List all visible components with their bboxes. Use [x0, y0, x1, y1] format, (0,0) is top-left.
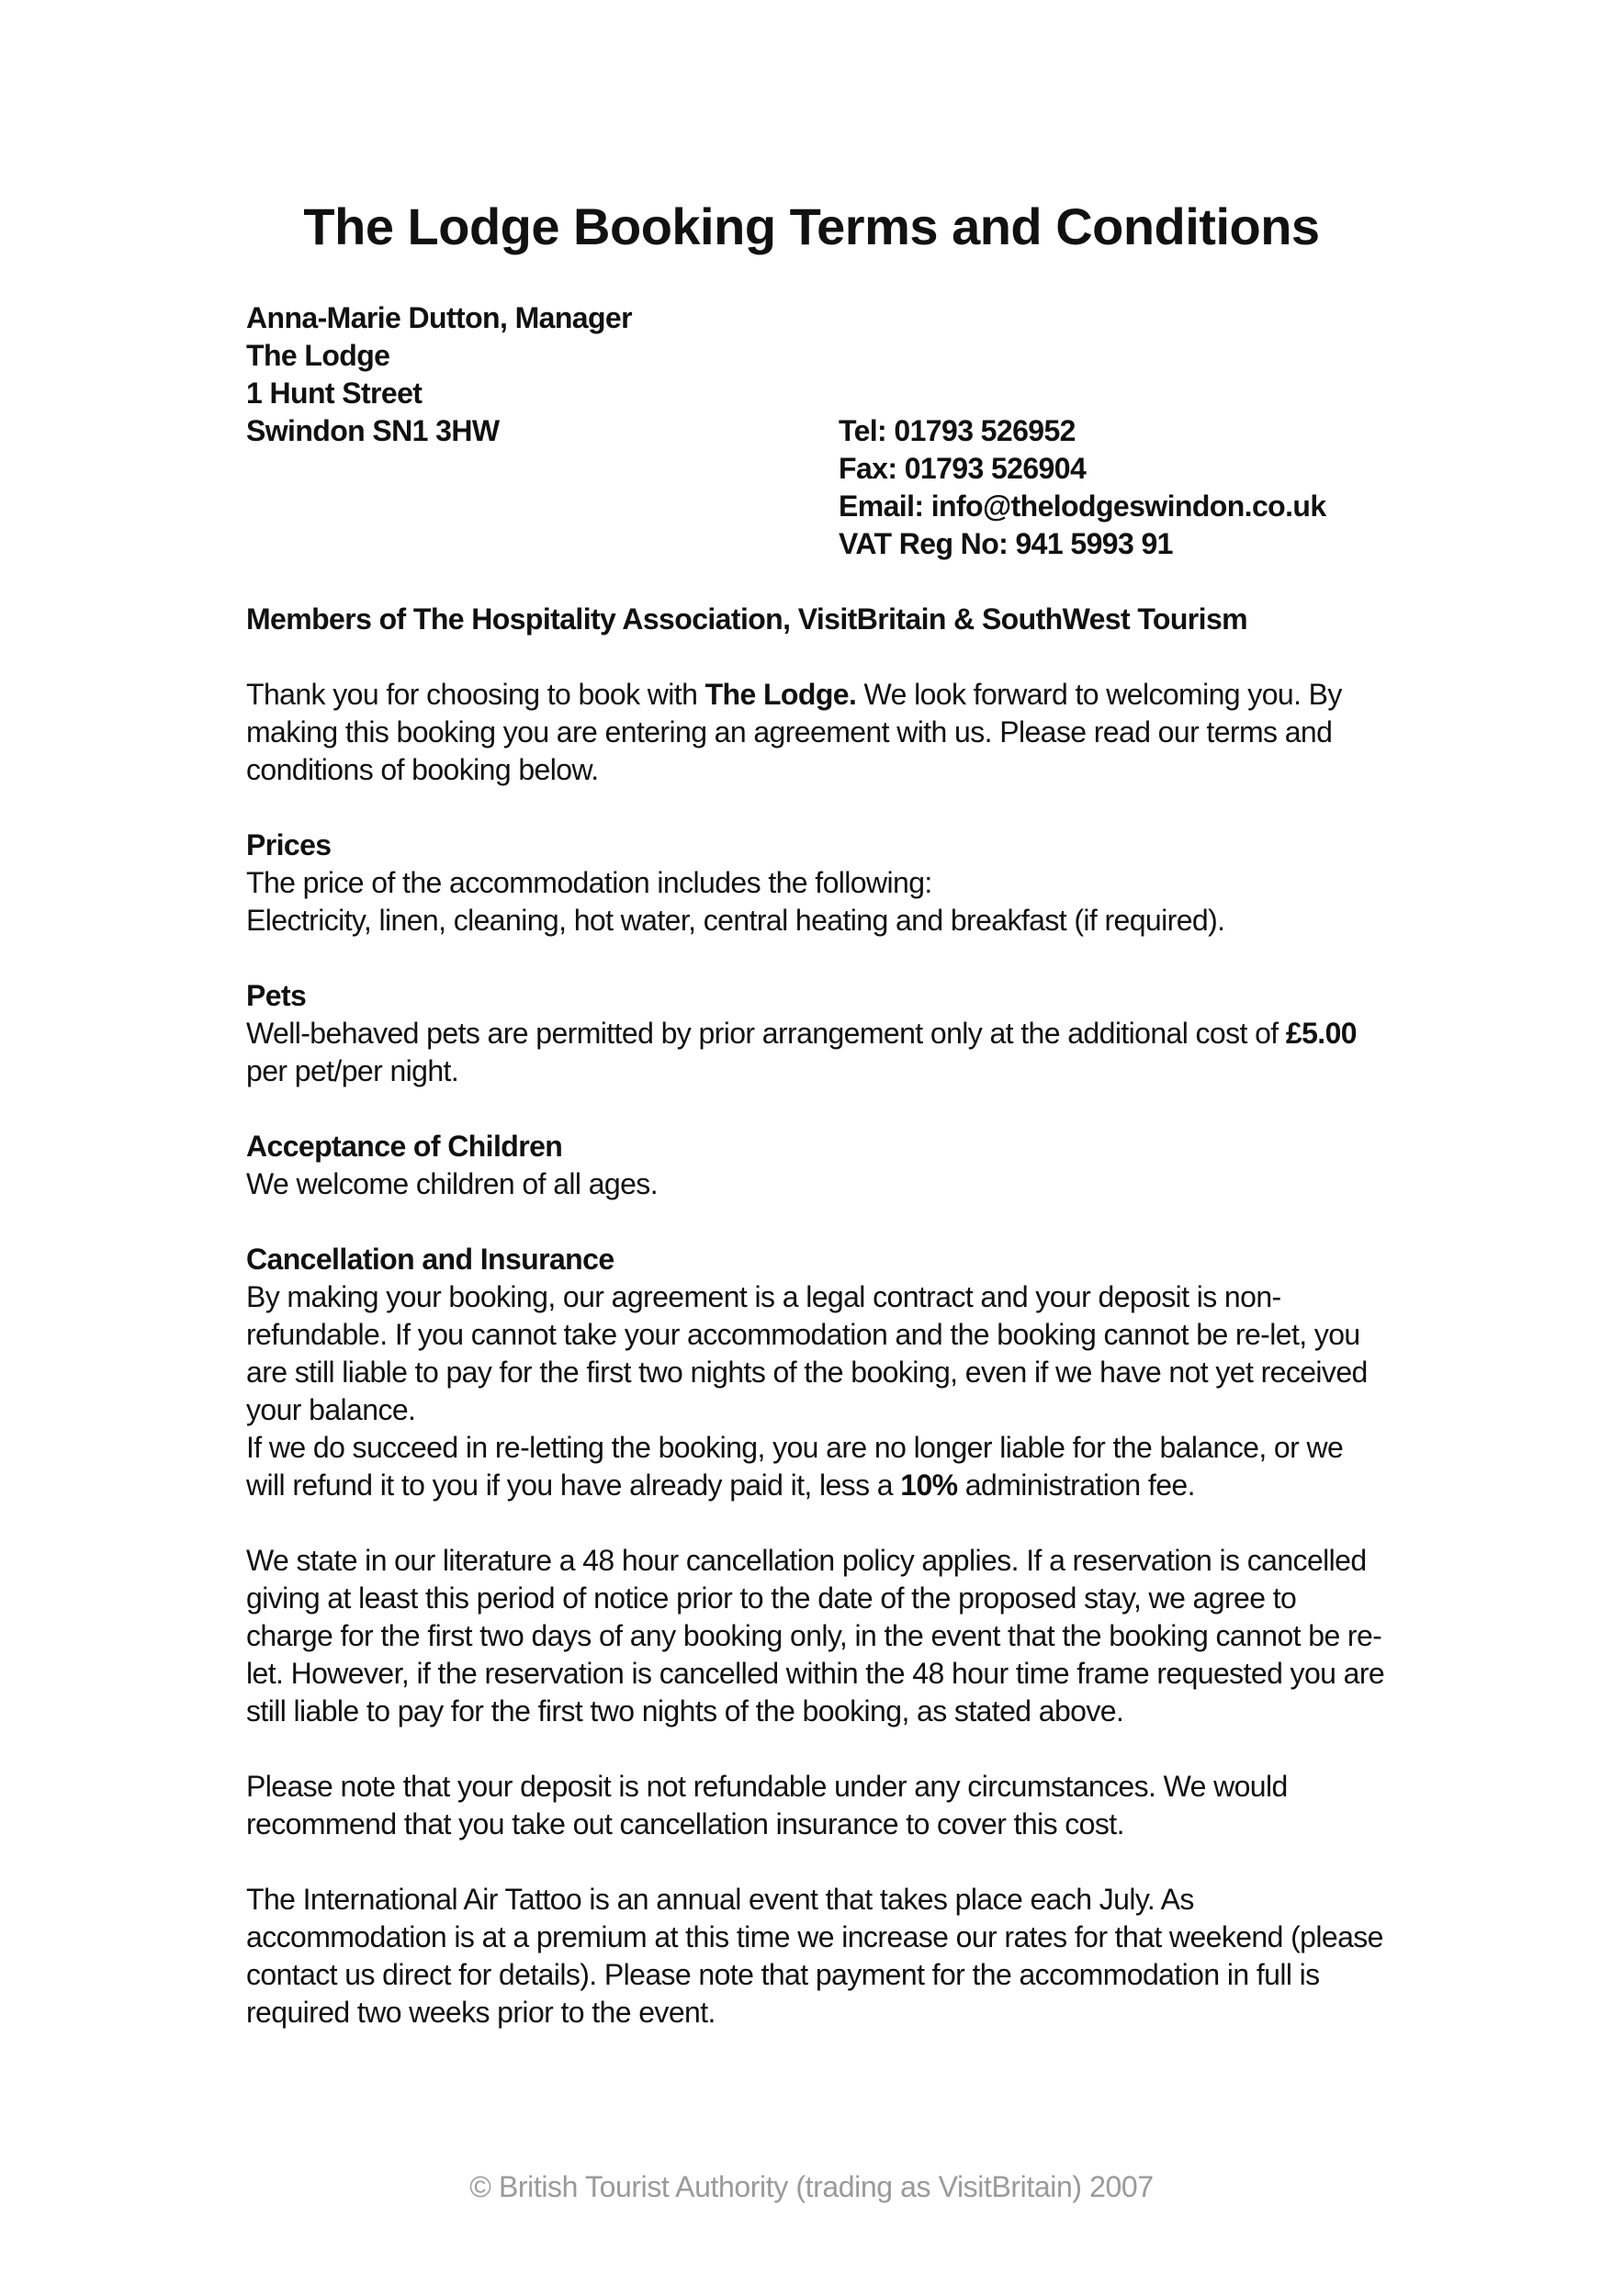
intro-lodge-name: The Lodge. [704, 678, 857, 711]
telephone: Tel: 01793 526952 [839, 414, 1076, 447]
vat-number: VAT Reg No: 941 5993 91 [839, 527, 1173, 560]
children-text: We welcome children of all ages. [246, 1167, 658, 1200]
cancellation-section [246, 1241, 1385, 1429]
prices-line-1: The price of the accommodation includes the following: [246, 866, 932, 899]
relet-text-1: If we do succeed in re-letting the booking, you are no longer liable for the balance, or we will refund it to you if you have already paid it, less a [246, 1431, 1344, 1502]
copyright-footer: © British Tourist Authority (trading as VisitBritain) 2007 [469, 2170, 1154, 2203]
intro-text-1: Thank you for choosing to book with [246, 678, 705, 711]
air-tattoo-paragraph [246, 1881, 1385, 2032]
pets-fee: £5.00 [1285, 1017, 1357, 1050]
page-title: The Lodge Booking Terms and Conditions [303, 197, 1320, 255]
children-heading: Acceptance of Children [246, 1130, 563, 1163]
prices-line-2: Electricity, linen, cleaning, hot water, central heating and breakfast (if required). [246, 904, 1225, 937]
prices-section [246, 827, 1385, 940]
deposit-paragraph [246, 1768, 1385, 1843]
cancellation-paragraph-5: The International Air Tattoo is an annual event that takes place each July. As accommodation is at a premium at this time we increase our rates for that weekend (please contact us direct for details). Please note that payment for the accommodation in full is required two weeks prior to the event. [246, 1883, 1383, 2029]
memberships: Members of The Hospitality Association, VisitBritain & SouthWest Tourism [246, 602, 1248, 636]
street-address: 1 Hunt Street [246, 377, 423, 410]
manager-name: Anna-Marie Dutton, Manager [246, 301, 632, 334]
pets-text-2: per pet/per night. [246, 1054, 459, 1087]
cancellation-policy-paragraph [246, 1542, 1385, 1730]
pets-heading: Pets [246, 979, 307, 1012]
prices-heading: Prices [246, 828, 332, 861]
cancellation-relet-paragraph [246, 1429, 1385, 1504]
cancellation-paragraph-4: Please note that your deposit is not refundable under any circumstances. We would recommend that you take out cancellation insurance to cover this cost. [246, 1770, 1288, 1840]
fax: Fax: 01793 526904 [839, 452, 1087, 485]
intro-text-2: We look forward to welcoming you. By making this booking you are entering an agreement with us. Please read our terms and conditions of booking below. [246, 678, 1342, 786]
cancellation-heading: Cancellation and Insurance [246, 1243, 614, 1276]
intro-paragraph [246, 676, 1385, 789]
cancellation-paragraph-3: We state in our literature a 48 hour cancellation policy applies. If a reservation is cancelled giving at least this period of notice prior to the date of the proposed stay, we agree to charge for the first two days of any booking only, in the event that the booking cannot be re-let. However, if the reservation is cancelled within the 48 hour time frame requested you are still liable to pay for the first two nights of the booking, as stated above. [246, 1544, 1385, 1728]
relet-text-2: administration fee. [957, 1469, 1195, 1502]
town-postcode: Swindon SN1 3HW [246, 414, 500, 447]
cancellation-paragraph-1: By making your booking, our agreement is a legal contract and your deposit is non-refundable. If you cannot take your accommodation and the booking cannot be re-let, you are still liable to pay for the first two nights of the booking, even if we have not yet received your balance. [246, 1280, 1368, 1426]
business-name: The Lodge [246, 339, 390, 372]
admin-fee-percent: 10% [900, 1469, 958, 1502]
pets-text-1: Well-behaved pets are permitted by prior arrangement only at the additional cost of [246, 1017, 1286, 1050]
pets-section [246, 977, 1385, 1090]
children-section [246, 1128, 1385, 1203]
email: Email: info@thelodgeswindon.co.uk [839, 490, 1326, 523]
